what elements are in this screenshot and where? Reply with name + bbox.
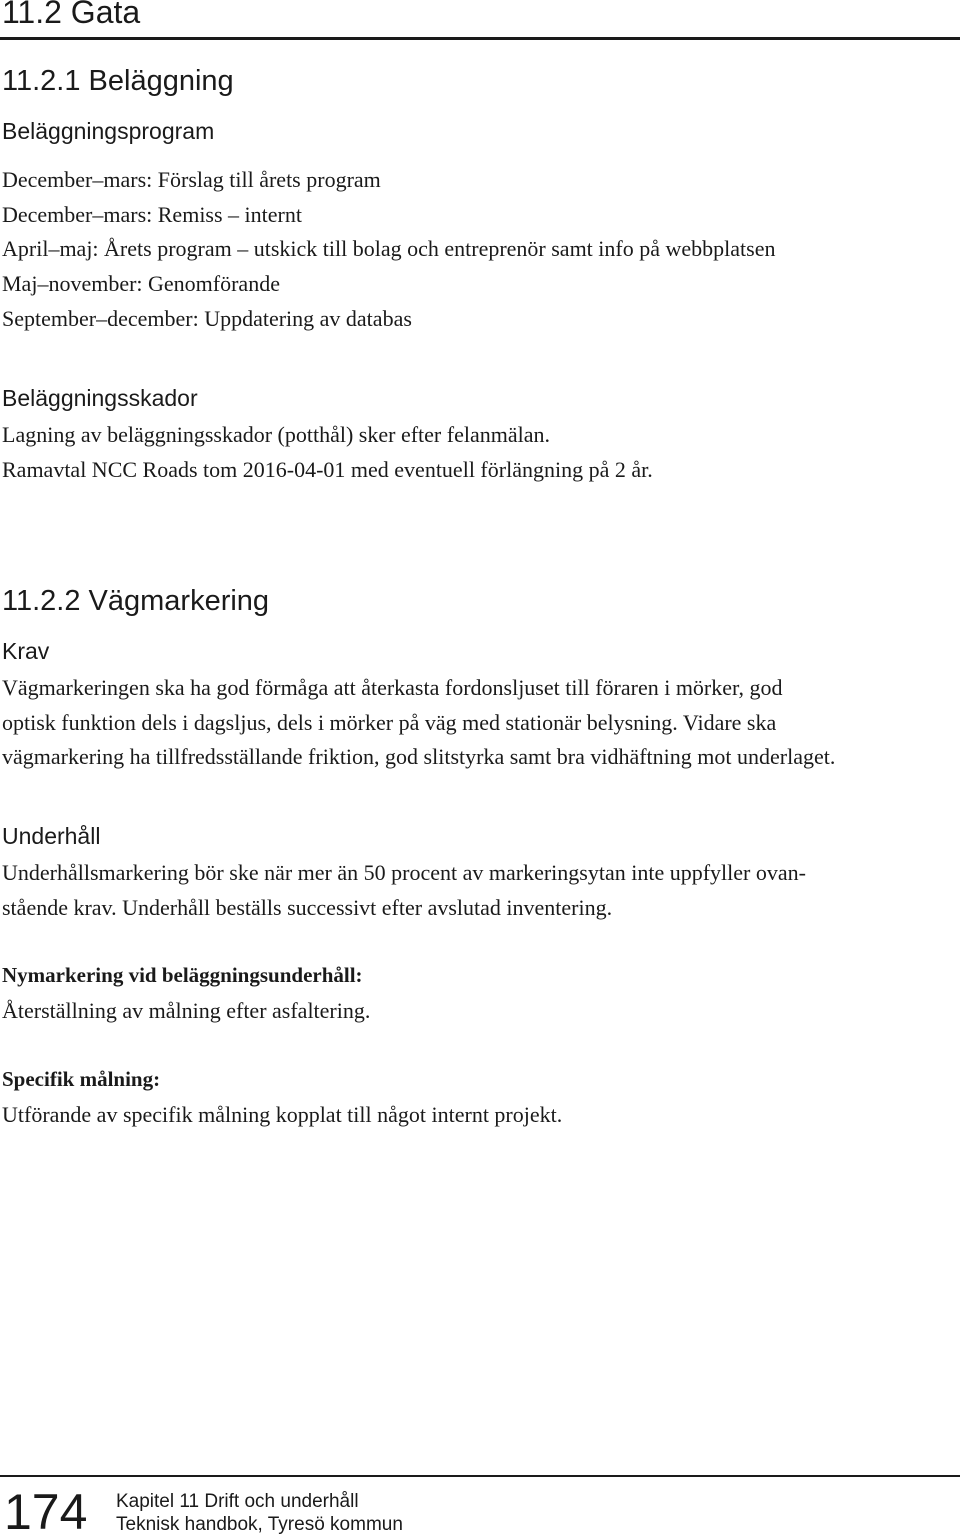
underhall-paragraph xyxy=(2,856,947,925)
paragraph-line: Utförande av specifik målning kopplat till något internt projekt. xyxy=(2,1102,563,1127)
footer-rule xyxy=(0,1475,960,1477)
footer-running-title xyxy=(116,1490,403,1536)
belaggningsprogram-schedule xyxy=(2,163,775,337)
paragraph-line: vägmarkering ha tillfredsställande friktion, god slitstyrka samt bra vidhäftning mot underlaget. xyxy=(2,744,836,770)
schedule-line: December–mars: Remiss – internt xyxy=(2,201,302,227)
page-number: 174 xyxy=(4,1484,88,1540)
paragraph-line: Underhållsmarkering bör ske när mer än 50 procent av markeringsytan inte uppfyller ovan- xyxy=(2,860,806,885)
section-heading-belaggning: 11.2.1 Beläggning xyxy=(2,65,234,97)
chapter-title-rule xyxy=(0,37,960,40)
nymarkering-paragraph xyxy=(2,994,947,1029)
subheading-belaggningsprogram: Beläggningsprogram xyxy=(2,118,215,144)
belaggningsskador-text xyxy=(2,418,653,487)
paragraph-line: stående krav. Underhåll beställs successivt efter avslutad inventering. xyxy=(2,894,613,920)
paragraph-line: Återställning av målning efter asfaltering. xyxy=(2,998,371,1023)
paragraph-line: optisk funktion dels i dagsljus, dels i mörker på väg med stationär belysning. Vidare ska xyxy=(2,709,777,735)
paragraph-line: Vägmarkeringen ska ha god förmåga att återkasta fordonsljuset till föraren i mörker, god xyxy=(2,675,783,700)
krav-paragraph xyxy=(2,671,947,775)
subheading-belaggningsskador: Beläggningsskador xyxy=(2,385,198,411)
paragraph-line: Lagning av beläggningsskador (potthål) sker efter felanmälan. xyxy=(2,422,550,447)
schedule-line: December–mars: Förslag till årets program xyxy=(2,167,381,192)
subheading-specifik-malning: Specifik målning: xyxy=(2,1067,161,1091)
section-heading-vagmarkering: 11.2.2 Vägmarkering xyxy=(2,585,270,617)
schedule-line: April–maj: Årets program – utskick till bolag och entreprenör samt info på webbplatsen xyxy=(2,236,776,262)
chapter-title: 11.2 Gata xyxy=(2,0,141,30)
subheading-underhall: Underhåll xyxy=(2,823,101,849)
footer-chapter-line: Kapitel 11 Drift och underhåll xyxy=(116,1491,359,1512)
paragraph-line: Ramavtal NCC Roads tom 2016-04-01 med eventuell förlängning på 2 år. xyxy=(2,456,653,482)
subheading-krav: Krav xyxy=(2,638,50,664)
specifik-malning-paragraph xyxy=(2,1098,947,1133)
footer-publication-line: Teknisk handbok, Tyresö kommun xyxy=(116,1514,403,1535)
schedule-line: Maj–november: Genomförande xyxy=(2,271,280,297)
subheading-nymarkering: Nymarkering vid beläggningsunderhåll: xyxy=(2,963,363,987)
schedule-line: September–december: Uppdatering av databas xyxy=(2,305,412,331)
